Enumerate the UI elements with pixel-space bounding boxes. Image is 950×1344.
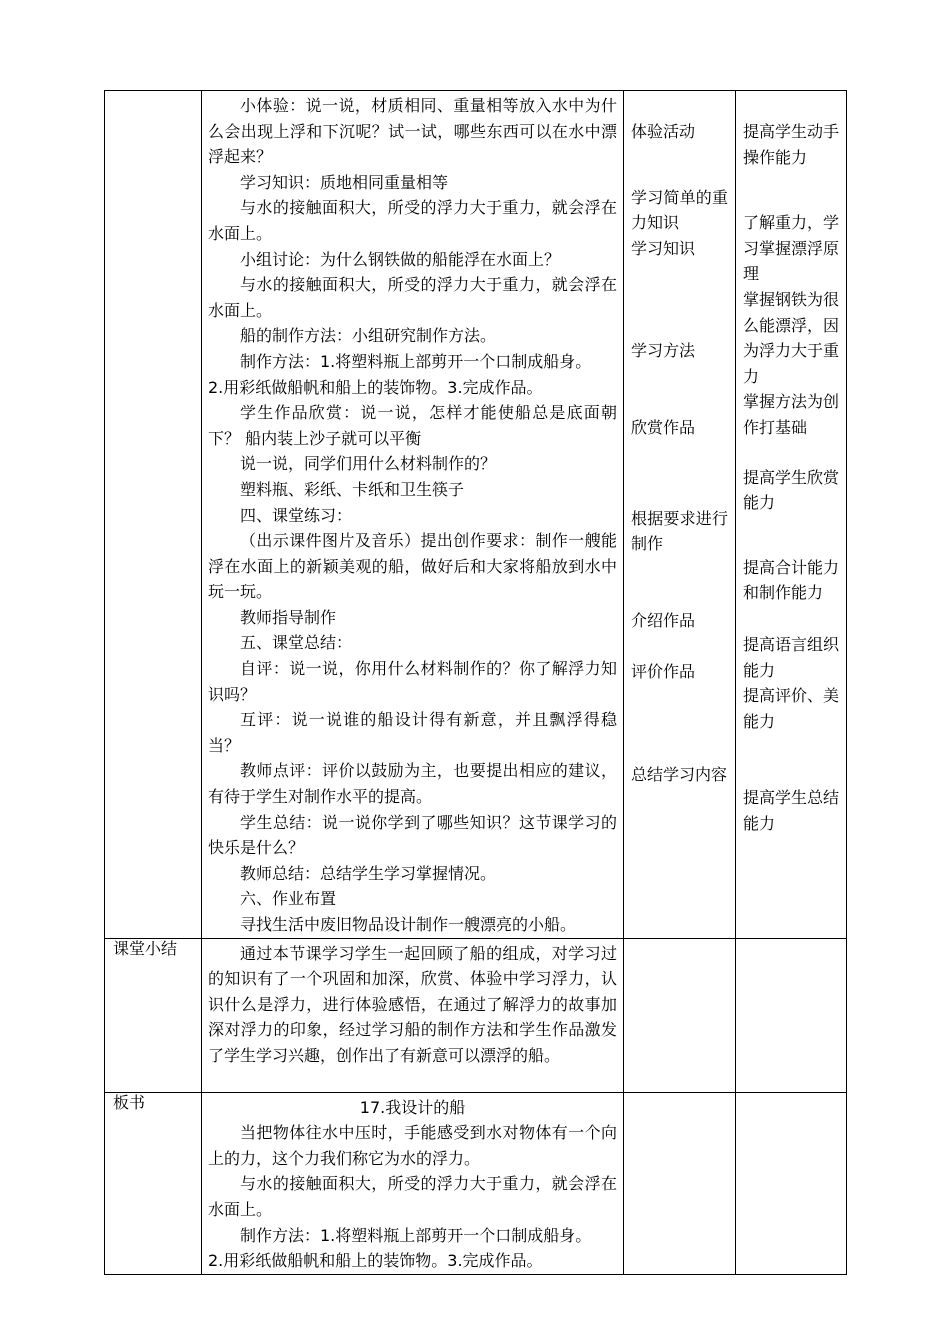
- empty-cell: [736, 1092, 847, 1274]
- body-paragraph: 船的制作方法：小组研究制作方法。: [240, 326, 497, 346]
- board-line: 2.用彩纸做船帆和船上的装饰物。3.完成作品。: [208, 1251, 543, 1271]
- goal-text: 提高评价、美能力: [743, 686, 840, 731]
- board-title: 17.我设计的船: [359, 1097, 466, 1117]
- body-paragraph: 小体验：说一说，材质相同、重量相等放入水中为什么会出现上浮和下沉呢？试一试，哪些东西可以在水中漂浮起来？: [208, 96, 617, 167]
- body-paragraph: 学生总结：说一说你学到了哪些知识？这节课学习的快乐是什么？: [208, 812, 617, 858]
- activity-text: 学习方法: [631, 341, 696, 361]
- body-paragraph: 互评：说一说谁的船设计得有新意，并且飘浮得稳当？: [208, 710, 617, 755]
- board-line: 制作方法：1.将塑料瓶上部剪开一个口制成船身。: [240, 1225, 592, 1245]
- board-label: 板书: [105, 1092, 202, 1274]
- body-paragraph: 四、课堂练习：: [240, 505, 353, 525]
- summary-label: 课堂小结: [105, 938, 202, 1092]
- body-paragraph: 2.用彩纸做船帆和船上的装饰物。3.完成作品。: [208, 377, 543, 397]
- summary-cell: [202, 938, 624, 1092]
- goal-text: 提高学生欣赏能力: [743, 467, 840, 513]
- body-paragraph: 与水的接触面积大，所受的浮力大于重力，就会浮在水面上。: [208, 198, 617, 243]
- activity-text: 总结学习内容: [631, 764, 728, 784]
- activity-cell: [624, 91, 736, 939]
- goal-text: 掌握方法为创作打基础: [743, 392, 840, 437]
- board-line: 当把物体往水中压时，手能感受到水对物体有一个向上的力，这个力我们称它为水的浮力。: [208, 1123, 617, 1168]
- body-paragraph: 五、课堂总结：: [240, 633, 353, 653]
- activity-text: 欣赏作品: [631, 417, 696, 437]
- body-paragraph: 教师点评：评价以鼓励为主，也要提出相应的建议，有待于学生对制作水平的提高。: [208, 761, 617, 807]
- empty-cell: [624, 1092, 736, 1274]
- board-cell: [202, 1092, 624, 1274]
- body-paragraph: 自评：说一说，你用什么材料制作的？你了解浮力知识吗？: [208, 659, 617, 704]
- activity-text: 体验活动: [631, 122, 696, 141]
- activity-text: 学习知识: [631, 238, 696, 258]
- empty-label-cell: [105, 91, 202, 939]
- lesson-plan-table: [104, 90, 847, 1275]
- goal-text: 提高学生总结能力: [743, 788, 840, 833]
- body-paragraph: 六、作业布置: [240, 889, 337, 909]
- activity-text: 介绍作品: [631, 610, 696, 630]
- activity-row: [105, 91, 847, 939]
- body-paragraph: 学习知识：质地相同重量相等: [240, 172, 449, 192]
- summary-row: [105, 938, 847, 1092]
- body-paragraph: 说一说，同学们用什么材料制作的？: [240, 454, 497, 474]
- empty-cell: [624, 938, 736, 1092]
- goal-text: 提高合计能力和制作能力: [743, 557, 840, 603]
- body-paragraph: 学生作品欣赏：说一说，怎样才能使船总是底面朝下？ 船内装上沙子就可以平衡: [208, 403, 617, 448]
- activity-text: 根据要求进行制作: [631, 508, 728, 554]
- goal-cell: [736, 91, 847, 939]
- board-line: 与水的接触面积大，所受的浮力大于重力，就会浮在水面上。: [208, 1174, 617, 1219]
- activity-text: 评价作品: [631, 662, 696, 682]
- body-paragraph: （出示课件图片及音乐）提出创作要求：制作一艘能浮在水面上的新颖美观的船，做好后和大家将船放到水中玩一玩。: [208, 531, 617, 602]
- body-paragraph: 与水的接触面积大，所受的浮力大于重力，就会浮在水面上。: [208, 275, 617, 320]
- body-paragraph: 制作方法：1.将塑料瓶上部剪开一个口制成船身。: [240, 351, 592, 371]
- goal-text: 了解重力，学习掌握漂浮原理: [743, 213, 840, 284]
- goal-text: 提高语言组织能力: [743, 634, 840, 680]
- body-paragraph: 教师指导制作: [240, 607, 337, 627]
- body-paragraph: 教师总结：总结学生学习掌握情况。: [240, 863, 497, 883]
- goal-text: 掌握钢铁为很么能漂浮，因为浮力大于重力: [743, 289, 840, 386]
- goal-text: 提高学生动手操作能力: [743, 122, 840, 167]
- activity-text: 学习简单的重力知识: [631, 187, 728, 233]
- body-paragraph: 小组讨论：为什么钢铁做的船能浮在水面上？: [240, 249, 561, 269]
- body-paragraph: 塑料瓶、彩纸、卡纸和卫生筷子: [240, 479, 465, 499]
- empty-cell: [736, 938, 847, 1092]
- process-cell: [202, 91, 624, 939]
- body-paragraph: 寻找生活中废旧物品设计制作一艘漂亮的小船。: [240, 915, 577, 934]
- summary-text: 通过本节课学习学生一起回顾了船的组成，对学习过的知识有了一个巩固和加深，欣赏、体验中学习浮力，认识什么是浮力，进行体验感悟，在通过了解浮力的故事加深对浮力的印象，经过学习船的制作方法和学生作品激发了学生学习兴趣，创作出了有新意可以漂浮的船。: [208, 943, 617, 1065]
- board-row: [105, 1092, 847, 1274]
